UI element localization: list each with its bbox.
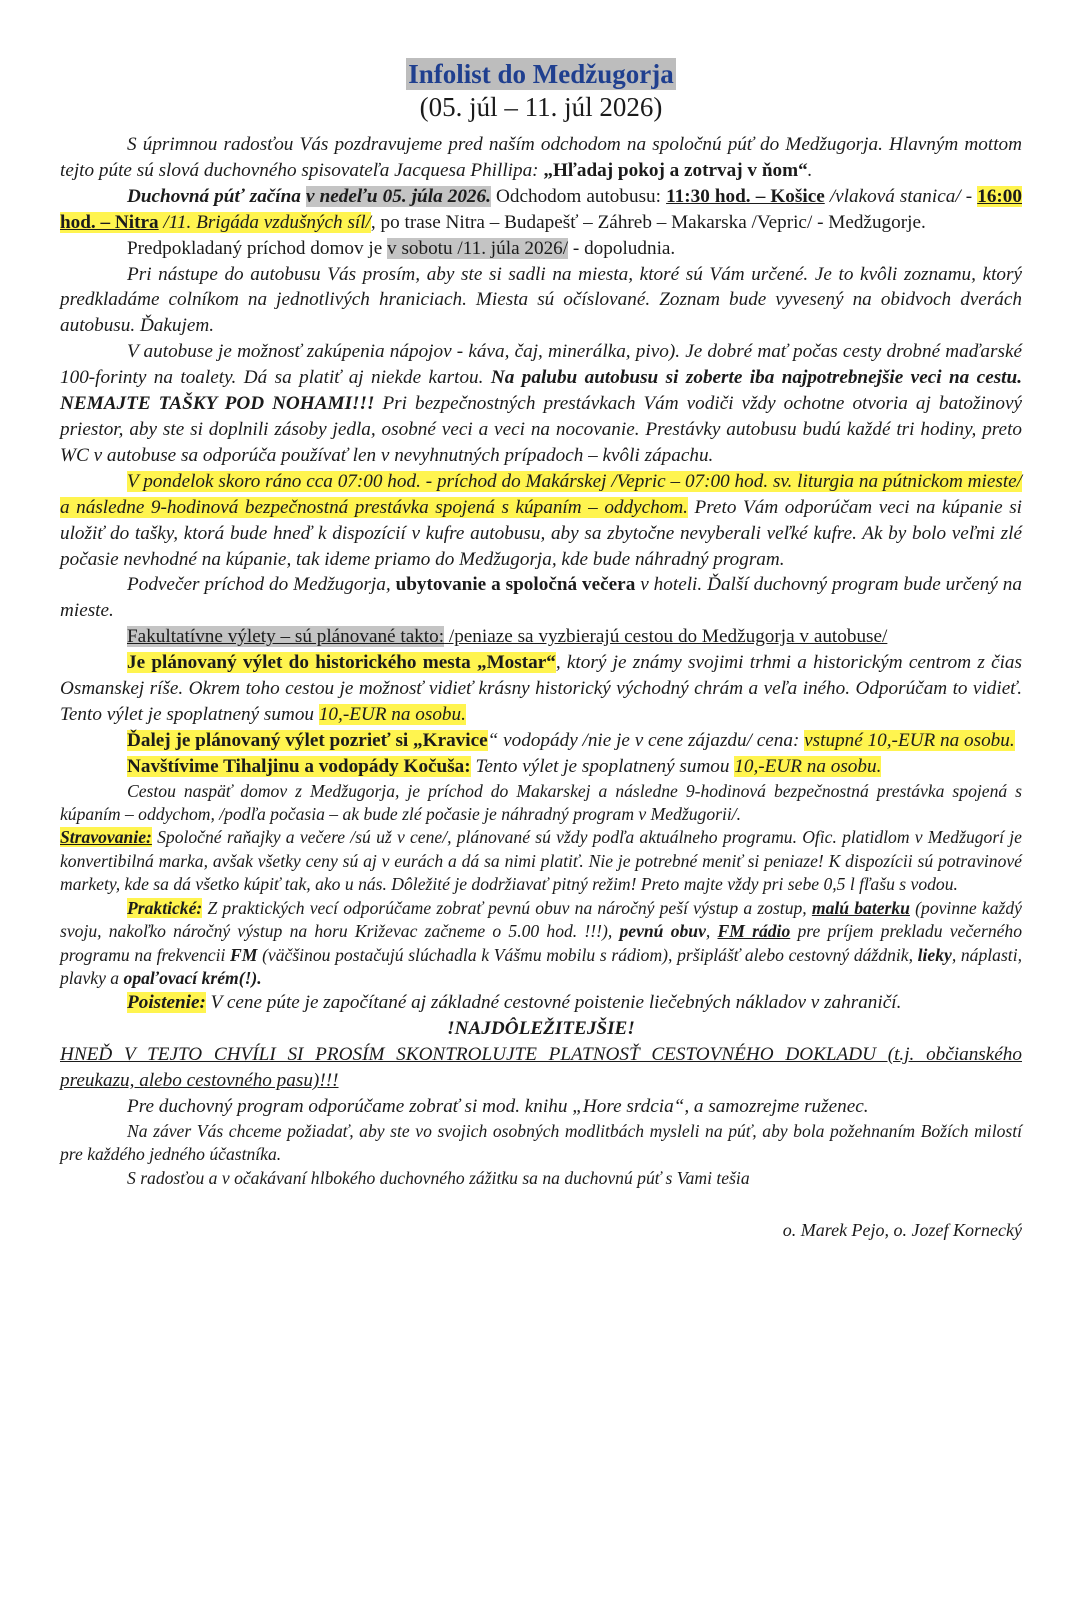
mostar-price: 10,-EUR na osobu. — [318, 703, 466, 725]
document-page — [60, 58, 1022, 1244]
departure-date: v nedeľu 05. júla 2026. — [306, 185, 491, 207]
departure-nitra: 16:00 hod. – Nitra — [60, 185, 1022, 233]
insurance-heading: Poistenie: — [127, 992, 206, 1014]
paragraph-way-back: Cestou naspäť domov z Medžugorja, je príchod do Makarskej a následne 9-hodinová bezpečnostná prestávka spojená s kúpaním – oddychom, /podľa počasia – ak bude zlé počasie je náhradný program v Medžugorii/. — [60, 780, 1022, 825]
practical-heading: Praktické: — [127, 897, 203, 918]
paragraph-return: Predpokladaný príchod domov je v sobotu /11. júla 2026/ - dopoludnia. — [127, 237, 676, 259]
motto-quote: „Hľadaj pokoj a zotrvaj v ňom“ — [543, 159, 808, 181]
paragraph-insurance: Poistenie: V cene púte je započítané aj základné cestovné poistenie liečebných nákladov v zahraničí. — [127, 992, 902, 1014]
trip-dates: (05. júl – 11. júl 2026) — [419, 92, 663, 122]
meals-heading: Stravovanie: — [60, 827, 152, 848]
excursions-heading: Fakultatívne výlety – sú plánované takto: — [127, 626, 445, 648]
paragraph-monday: V pondelok skoro ráno cca 07:00 hod. - príchod do Makárskej /Vepric – 07:00 hod. sv. liturgia na pútnickom mieste/ a následne 9-hodinová bezpečnostná prestávka spojená s kúpaním – oddychom. Preto Vám odporúčam veci na kúpanie si uložiť do tašky, ktorá bude hneď k dispozícií v kufre autobusu, aby sa zbytočne nevyberali veľké kufre. Ak by bolo veľmi zlé počasie nevhodné na kúpanie, tak ideme priamo do Medžugorja, kde bude náhradný program. — [60, 470, 1023, 570]
paragraph-seating: Pri nástupe do autobusu Vás prosím, aby ste si sadli na miesta, ktoré sú Vám určené. Je to kvôli zoznamu, ktorý predkladáme colníkom na jednotlivých hraniciach. Miesta sú očíslované. Zoznam bude vyvesený na obidvoch dverách autobusu. Ďakujem. — [60, 263, 1022, 337]
title-block — [60, 58, 1022, 90]
tihaljina-trip: Navštívime Tihaljinu a vodopády Kočuša: — [127, 755, 471, 777]
paragraph-tihaljina: Navštívime Tihaljinu a vodopády Kočuša: Tento výlet je spoplatnený sumou 10,-EUR na osobu. — [127, 755, 882, 777]
return-date: v sobotu /11. júla 2026/ — [387, 237, 569, 259]
paragraph-closing: S radosťou a v očakávaní hlbokého duchovného zážitku sa na duchovnú púť s Vami tešia — [127, 1167, 750, 1188]
important-heading: !NAJDÔLEŽITEJŠIE! — [447, 1018, 635, 1040]
paragraph-mostar: Je plánovaný výlet do historického mesta „Mostar“, ktorý je známy svojimi trhmi a historickým centrom z čias Osmanskej ríše. Okrem toho cestou je možnosť vidieť krásny historický východný chrám a veľa iného. Odporúčam to vidieť. Tento výlet je spoplatnený sumou 10,-EUR na osobu. — [60, 652, 1022, 725]
paragraph-bus-info: V autobuse je možnosť zakúpenia nápojov - káva, čaj, minerálka, pivo). Je dobré mať počas cesty drobné maďarské 100-forinty na toalety. Dá sa platiť aj niekde kartou. Na palubu autobusu si zoberte iba najpotrebnejšie veci na cestu. NEMAJTE TAŠKY POD NOHAMI!!! Pri bezpečnostných prestávkach Vám vodiči vždy ochotne otvoria aj batožinový priestor, aby ste si doplnili zásoby jedla, osobné veci a veci na nocovanie. Prestávky autobusu budú každé tri hodiny, preto WC v autobuse sa odporúča používať len v nevyhnutných prípadoch – kvôli zápachu. — [60, 341, 1022, 466]
paragraph-practical: Praktické: Z praktických vecí odporúčame zobrať pevnú obuv na náročný peší výstup a zostup, malú baterku (povinne každý svoju, nakoľko náročný výstup na horu Križevac začneme o 5.00 hod. !!!), pevnú obuv, FM rádio pre príjem prekladu večerného programu na frekvencii FM (väčšinou postačujú slúchadla k Vášmu mobilu s rádiom), pršiplášť alebo cestovný dáždnik, lieky, náplasti, plavky a opaľovací krém(!). — [60, 897, 1023, 988]
monday-highlight: V pondelok skoro ráno cca 07:00 hod. - príchod do Makárskej /Vepric – 07:00 hod. sv. liturgia na pútnickom mieste/ a následne 9-hodinová bezpečnostná prestávka spojená s kúpaním – oddychom. — [60, 470, 1022, 518]
paragraph-arrival: Podvečer príchod do Medžugorja, ubytovanie a spoločná večera v hoteli. Ďalší duchovný program bude určený na mieste. — [60, 574, 1022, 622]
paragraph-excursions: Fakultatívne výlety – sú plánované takto: /peniaze sa vyzbierajú cestou do Medžugorja v autobuse/ — [127, 626, 888, 648]
paragraph-meals: Stravovanie: Spoločné raňajky a večere /sú už v cene/, plánované sú vždy podľa aktuálneho programu. Ofic. platidlom v Medžugorí je konvertibilná marka, avšak všetky ceny sú aj v eurách a dá sa nimi platiť. Nie je potrebné meniť si peniaze! K dispozícii sú potravinové markety, kde sa dá všetko kúpiť tak, ako u nás. Dôležité je dodržiavať pitný režim! Preto majte vždy pri sebe 0,5 l fľašu s vodou. — [60, 827, 1022, 895]
paragraph-document-check: HNEĎ V TEJTO CHVÍLI SI PROSÍM SKONTROLUJTE PLATNOSŤ CESTOVNÉHO DOKLADU (t.j. občianského preukazu, alebo cestovného pasu)!!! — [60, 1044, 1022, 1092]
paragraph-kravice: Ďalej je plánovaný výlet pozrieť si „Kravice“ vodopády /nie je v cene zájazdu/ cena: vstupné 10,-EUR na osobu. — [127, 729, 1015, 751]
signature: o. Marek Pejo, o. Jozef Kornecký — [782, 1220, 1022, 1241]
paragraph-prayer-book: Pre duchovný program odporúčame zobrať si mod. knihu „Hore srdcia“, a samozrejme ruženec. — [127, 1095, 869, 1117]
paragraph-greeting: S úprimnou radosťou Vás pozdravujeme pred naším odchodom na spoločnú púť do Medžugorja. Hlavným mottom tejto púte sú slová duchovného spisovateľa Jacquesa Phillipa: „Hľadaj pokoj a zotrvaj v ňom“. — [60, 134, 1022, 181]
document-body — [60, 132, 1022, 1244]
luggage-warning: Na palubu autobusu si zoberte iba najpotrebnejšie veci na cestu. NEMAJTE TAŠKY POD NOHAMI!!! — [60, 367, 1022, 415]
departure-kosice: 11:30 hod. – Košice — [666, 185, 825, 207]
document-title: Infolist do Medžugorja — [408, 59, 674, 89]
kravice-trip: Ďalej je plánovaný výlet pozrieť si „Kravice — [127, 729, 488, 751]
kravice-price: vstupné 10,-EUR na osobu. — [804, 729, 1015, 751]
tihaljina-price: 10,-EUR na osobu. — [734, 755, 882, 777]
paragraph-prayers: Na záver Vás chceme požiadať, aby ste vo svojich osobných modlitbách mysleli na púť, aby bola požehnaním Božích milostí pre každého jedného účastníka. — [60, 1120, 1022, 1165]
paragraph-departure: Duchovná púť začína v nedeľu 05. júla 2026. Odchodom autobusu: 11:30 hod. – Košice /vlaková stanica/ - 16:00 hod. – Nitra /11. Brigáda vzdušných síl/, po trase Nitra – Budapešť – Záhreb – Makarska /Vepric/ - Medžugorje. — [60, 185, 1022, 233]
mostar-trip: Je plánovaný výlet do historického mesta „Mostar“ — [127, 652, 556, 674]
